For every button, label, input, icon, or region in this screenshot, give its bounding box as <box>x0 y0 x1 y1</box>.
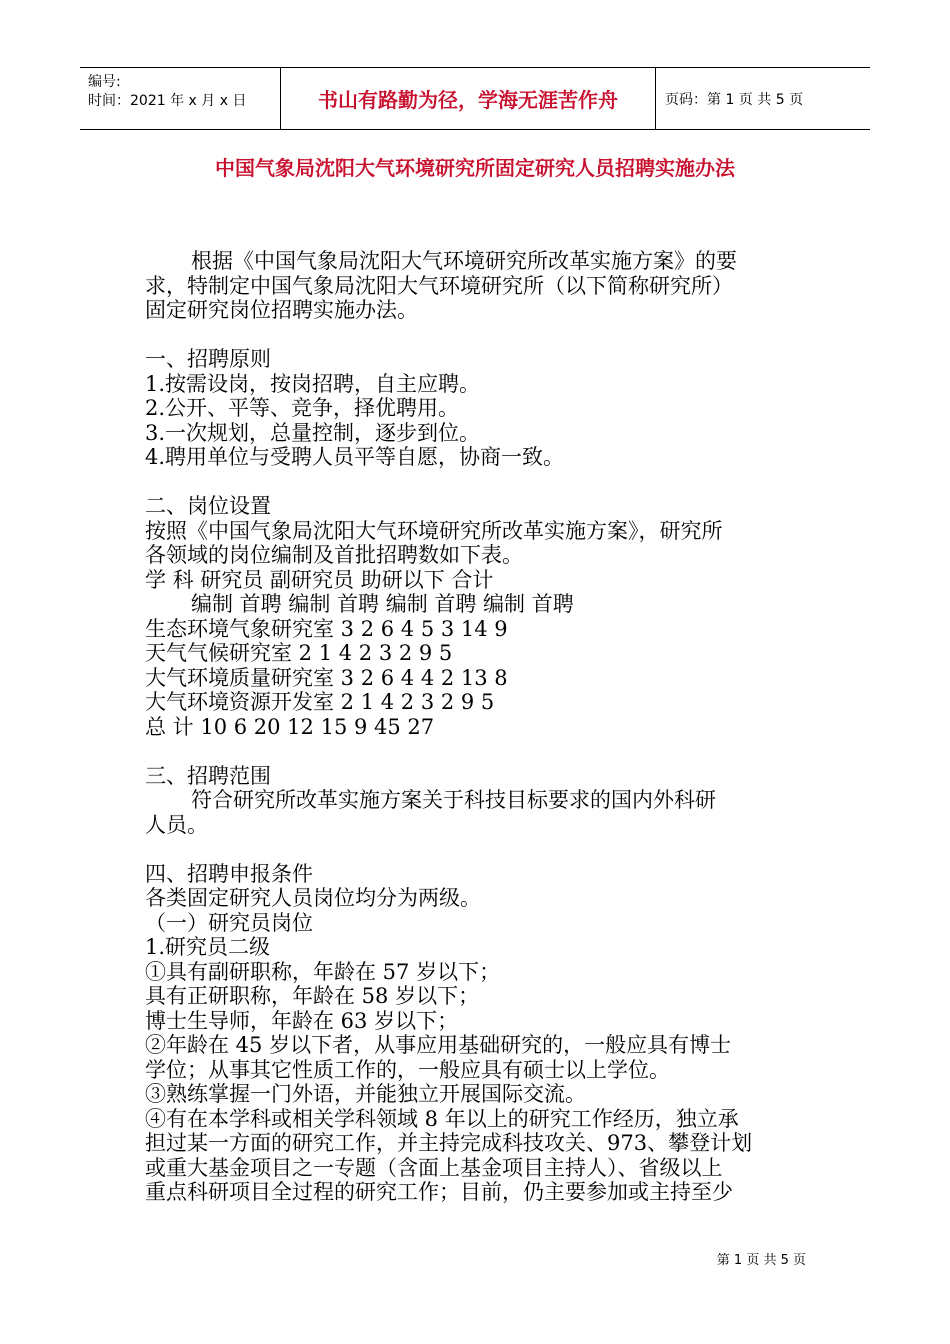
intro-line: 固定研究岗位招聘实施办法。 <box>145 298 418 322</box>
paragraph-line: 具有正研职称，年龄在 58 岁以下； <box>145 984 480 1008</box>
paragraph-line: 各领域的岗位编制及首批招聘数如下表。 <box>145 543 523 567</box>
paragraph-line: 1.研究员二级 <box>145 935 271 959</box>
list-item: 1.按需设岗，按岗招聘，自主应聘。 <box>145 371 481 396</box>
header-page-label: 页码：第 1 页 共 5 页 <box>665 91 804 108</box>
intro-line: 根据《中国气象局沈阳大气环境研究所改革实施方案》的要 <box>191 249 737 273</box>
paragraph-line: 担过某一方面的研究工作，并主持完成科技攻关、973、攀登计划 <box>145 1131 753 1155</box>
list-item: 3.一次规划，总量控制，逐步到位。 <box>145 420 481 445</box>
header-slogan: 书山有路勤为径，学海无涯苦作舟 <box>280 68 656 129</box>
table-subheader: 编制 首聘 编制 首聘 编制 首聘 编制 首聘 <box>191 592 574 616</box>
paragraph-line: 符合研究所改革实施方案关于科技目标要求的国内外科研 <box>191 788 716 812</box>
document-date-label: 时间：2021 年 x 月 x 日 <box>88 93 247 109</box>
list-item: 4.聘用单位与受聘人员平等自愿，协商一致。 <box>145 445 565 469</box>
table-row: 天气气候研究室 2 1 4 2 3 2 9 5 <box>145 641 453 665</box>
section-heading: 一、招聘原则 <box>145 347 271 371</box>
paragraph-line: ④有在本学科或相关学科领域 8 年以上的研究工作经历，独立承 <box>145 1106 739 1131</box>
page-header <box>80 67 870 130</box>
section-heading: 二、岗位设置 <box>145 494 271 518</box>
document-body <box>145 249 815 1205</box>
paragraph-line: ②年龄在 45 岁以下者，从事应用基础研究的，一般应具有博士 <box>145 1033 732 1057</box>
header-meta <box>80 68 280 129</box>
table-row: 大气环境资源开发室 2 1 4 2 3 2 9 5 <box>145 690 495 714</box>
list-item: 2.公开、平等、竞争，择优聘用。 <box>145 396 460 420</box>
paragraph-line: （一）研究员岗位 <box>145 910 313 935</box>
paragraph-line: ①具有副研职称，年龄在 57 岁以下； <box>145 959 501 984</box>
paragraph-line: ③熟练掌握一门外语，并能独立开展国际交流。 <box>145 1082 586 1106</box>
paragraph-line: 各类固定研究人员岗位均分为两级。 <box>145 886 481 910</box>
document-title: 中国气象局沈阳大气环境研究所固定研究人员招聘实施办法 <box>215 156 735 180</box>
table-row: 大气环境质量研究室 3 2 6 4 4 2 13 8 <box>145 665 508 690</box>
paragraph-line: 学位；从事其它性质工作的，一般应具有硕士以上学位。 <box>145 1057 670 1082</box>
paragraph-line: 按照《中国气象局沈阳大气环境研究所改革实施方案》，研究所 <box>145 518 723 543</box>
table-header: 学 科 研究员 副研究员 助研以下 合计 <box>145 567 494 592</box>
table-row: 总 计 10 6 20 12 15 9 45 27 <box>145 714 435 739</box>
paragraph-line: 重点科研项目全过程的研究工作；目前，仍主要参加或主持至少 <box>145 1180 733 1204</box>
table-row: 生态环境气象研究室 3 2 6 4 5 3 14 9 <box>145 616 508 641</box>
paragraph-line: 人员。 <box>145 812 208 837</box>
page-footer: 第 1 页 共 5 页 <box>716 1253 806 1268</box>
document-number-label: 编号: <box>88 74 121 90</box>
paragraph-line: 博士生导师，年龄在 63 岁以下； <box>145 1008 459 1033</box>
section-heading: 三、招聘范围 <box>145 763 271 788</box>
paragraph-line: 或重大基金项目之一专题（含面上基金项目主持人）、省级以上 <box>145 1155 723 1180</box>
section-heading: 四、招聘申报条件 <box>145 861 313 886</box>
intro-line: 求，特制定中国气象局沈阳大气环境研究所（以下简称研究所） <box>145 273 733 298</box>
